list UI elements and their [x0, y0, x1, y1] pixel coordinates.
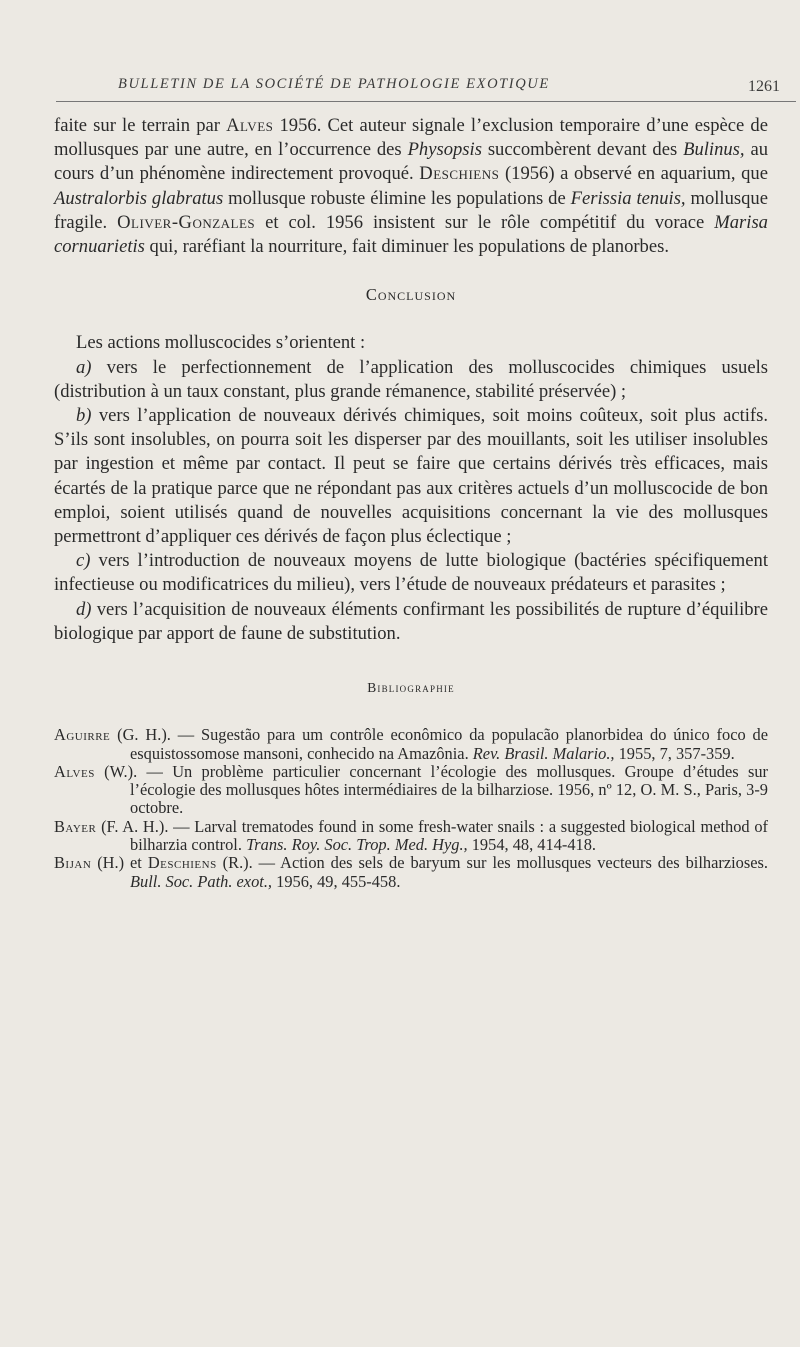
bib-entry-bijan: [54, 854, 768, 891]
bibliography-heading: Bibliographie: [367, 680, 455, 696]
text-run: qui, raréfiant la nourriture, fait diminuer les populations de planorbes.: [144, 236, 669, 258]
conclusion-item-d: [54, 598, 768, 646]
species-name: Australorbis glabratus: [54, 187, 224, 209]
running-head: BULLETIN DE LA SOCIÉTÉ DE PATHOLOGIE EXOTIQUE: [118, 76, 550, 92]
item-text: vers l’application de nouveaux dérivés chimiques, soit moins coûteux, soit plus actifs. S’ils sont insolubles, on pourra soit les disperser par des mouillants, soit les utiliser insolubles par ingestion et même par contact. Il peut se faire que certains dérivés très efficaces, mais écartés de la pratique parce que ne répondant pas aux critères actuels d’un molluscocide de bon emploi, soient utilisés quand de nouvelles acquisitions concernant la vie des mollusques permettront d’appliquer ces dérivés de façon plus éclectique ;: [54, 405, 768, 548]
item-text: vers l’acquisition de nouveaux éléments confirmant les possibilités de rupture d’équilibre biologique par apport de faune de substitution.: [54, 598, 768, 644]
bib-text: (F. A. H.). — Larval trematodes found in some fresh-water snails : a suggested biological method of bilharzia control.: [96, 816, 768, 855]
bib-author: Alves: [54, 761, 95, 781]
bibliography: [54, 726, 768, 891]
text-run: (1956) a observé en aquarium, que: [499, 163, 768, 185]
bib-journal: Rev. Brasil. Malario.,: [472, 743, 615, 763]
bib-entry-aguirre: [54, 726, 768, 763]
bib-text: (H.) et: [91, 853, 148, 873]
header-rule: [56, 101, 796, 102]
species-name: Bulinus,: [683, 139, 745, 161]
item-marker: a): [76, 356, 92, 378]
conclusion-item-a: [54, 356, 768, 404]
conclusion-heading: Conclusion: [365, 285, 457, 305]
bib-tail: 1954, 48, 414-418.: [467, 835, 597, 855]
text-run: mollusque fragile.: [54, 187, 768, 233]
text-run: faite sur le terrain par: [54, 115, 227, 136]
bib-text: (R.). — Action des sels de baryum sur les mollusques vecteurs des bilharzioses.: [216, 853, 768, 873]
item-marker: b): [76, 405, 92, 427]
conclusion-item-b: [54, 404, 768, 549]
bib-entry-bayer: [54, 818, 768, 855]
species-name: Marisa cornuarietis: [54, 211, 768, 258]
author-name: Oliver-Gonzales: [117, 211, 256, 233]
bib-journal: Bull. Soc. Path. exot.,: [130, 871, 273, 891]
body-text: [54, 114, 768, 891]
text-run: et col. 1956 insistent sur le rôle compétitif du vorace: [255, 211, 715, 233]
text-run: succombèrent devant des: [481, 139, 684, 161]
conclusion-lead: Les actions molluscocides s’orientent :: [76, 332, 366, 354]
item-marker: c): [76, 550, 91, 572]
intro-paragraph: [54, 114, 768, 259]
species-name: Physopsis: [407, 139, 482, 161]
item-marker: d): [76, 598, 92, 620]
bib-author: Bijan: [54, 853, 92, 873]
author-name: Deschiens: [419, 163, 500, 185]
author-name: Alves: [226, 115, 274, 136]
species-name: Ferissia tenuis,: [570, 187, 686, 209]
text-run: au cours d’un phénomène indirectement provoqué.: [54, 139, 769, 185]
bib-text: (G. H.). — Sugestão para um contrôle econômico da populacão planorbidea do único foco de esquistossomose mansoni, conhecido na Amazônia.: [110, 725, 768, 763]
bib-author: Deschiens: [147, 853, 217, 873]
bib-text: (W.). — Un problème particulier concernant l’écologie des mollusques. Groupe d’études sur l’écologie des mollusques hôtes intermédiaires de la bilharziose. 1956, nº 12, O. M. S., Paris, 3-9 octobre.: [94, 761, 768, 818]
item-text: vers le perfectionnement de l’application des molluscocides chimiques usuels (distribution à un taux constant, plus grande rémanence, stabilité préservée) ;: [54, 356, 768, 402]
text-run: mollusque robuste élimine les populations de: [223, 187, 571, 209]
page-number: 1261: [748, 78, 780, 95]
bib-journal: Trans. Roy. Soc. Trop. Med. Hyg.,: [246, 835, 468, 855]
text-run: 1956. Cet auteur signale l’exclusion temporaire d’une espèce de mollusques par une autre, en l’occurrence des: [54, 115, 768, 161]
item-text: vers l’introduction de nouveaux moyens de lutte biologique (bactéries spécifiquement infectieuse ou modificatrices du milieu), vers l’étude de nouveaux prédateurs et parasites ;: [54, 550, 768, 596]
bib-tail: 1956, 49, 455-458.: [272, 871, 401, 891]
bib-author: Aguirre: [54, 725, 111, 745]
bib-entry-alves: [54, 763, 768, 818]
bib-tail: 1955, 7, 357-359.: [614, 743, 735, 763]
bib-author: Bayer: [54, 816, 97, 836]
conclusion-item-c: [54, 549, 768, 597]
